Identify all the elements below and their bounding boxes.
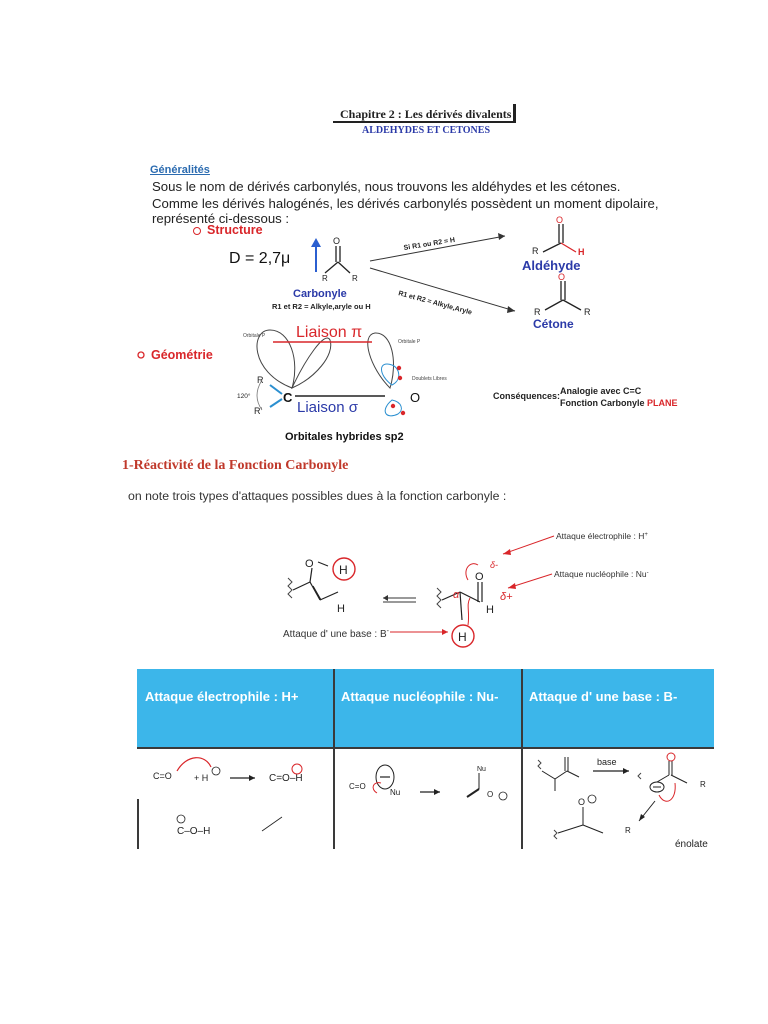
enolate-form-oxygen: O bbox=[578, 797, 586, 807]
charge-circle-icon bbox=[667, 753, 675, 761]
orbitale-p-left-label: Orbitale P bbox=[243, 333, 266, 339]
base-label: base bbox=[597, 757, 617, 767]
enol-bond-o bbox=[310, 568, 312, 582]
enol-bond bbox=[310, 582, 320, 600]
enolate-bond bbox=[657, 775, 669, 782]
enolate-form-bond bbox=[583, 825, 603, 833]
charge-circle-icon bbox=[212, 767, 220, 775]
cetone-bond-r1 bbox=[545, 300, 563, 310]
lone-pair-dot bbox=[397, 366, 401, 370]
structure-label: Structure bbox=[207, 223, 263, 237]
orbital-p-left-lobe-b bbox=[292, 338, 331, 388]
angle-label: 120° bbox=[237, 393, 251, 400]
keto-bond bbox=[460, 592, 462, 620]
charge-circle-icon bbox=[177, 815, 185, 823]
bond-r-top bbox=[270, 385, 282, 394]
attaque-electrophile-label: Attaque électrophile : H+ bbox=[556, 531, 648, 541]
reactant-carbonyl-2: C=O bbox=[349, 782, 366, 791]
curved-arrow bbox=[177, 758, 211, 771]
dipole-text: D = 2,7μ bbox=[229, 250, 291, 267]
carbonyle-note: R1 et R2 = Alkyle,aryle ou H bbox=[272, 302, 371, 311]
wavy-bond-icon bbox=[538, 760, 541, 769]
wavy-bond-icon bbox=[638, 773, 641, 779]
keto-oxygen: O bbox=[475, 571, 484, 583]
carbonyl-bond-right bbox=[338, 262, 350, 273]
lone-pair-dot bbox=[391, 404, 395, 408]
curved-arrow bbox=[373, 783, 381, 793]
wavy-bond-icon bbox=[554, 830, 557, 839]
equilibrium-arrowhead-icon bbox=[383, 595, 388, 601]
charge-circle-icon bbox=[499, 792, 507, 800]
lone-pair-dot bbox=[401, 411, 405, 415]
cetone-bond-r2 bbox=[563, 300, 581, 310]
structure-geometry-diagram bbox=[0, 0, 768, 460]
enolate-r: R bbox=[700, 780, 706, 789]
paragraph-line-3: représenté ci-dessous : bbox=[152, 211, 290, 226]
carbon-atom: C bbox=[283, 390, 293, 405]
r-bottom-label: R' bbox=[254, 406, 263, 416]
liaison-sigma-label: Liaison σ bbox=[297, 399, 358, 416]
lone-pair-dot bbox=[398, 376, 402, 380]
reactant-carbonyl-1: C=O bbox=[153, 771, 172, 781]
base-arrowhead-icon bbox=[442, 629, 448, 635]
table-header-base: Attaque d' une base : B- bbox=[523, 669, 714, 747]
section-1-title: 1-Réactivité de la Fonction Carbonyle bbox=[122, 458, 349, 473]
carbonyl-oxygen: O bbox=[333, 236, 341, 246]
keto-h: H bbox=[486, 604, 494, 616]
wavy-bond-icon bbox=[288, 578, 292, 598]
resonance-arrow bbox=[262, 817, 282, 831]
enol-bond-oh bbox=[318, 562, 328, 566]
product-nu-label: Nu bbox=[477, 766, 486, 773]
bond-r-bottom bbox=[270, 399, 282, 407]
hybrid-orbitals-label: Orbitales hybrides sp2 bbox=[285, 431, 404, 443]
product-oxygen: O bbox=[487, 790, 494, 799]
geometrie-label: Géométrie bbox=[151, 348, 213, 362]
enol-bond bbox=[293, 582, 310, 590]
arrow-top-label: Si R1 ou R2 = H bbox=[403, 236, 456, 252]
consequence-analogie: Analogie avec C=C bbox=[560, 386, 642, 396]
orbital-p-right-lobe bbox=[368, 333, 394, 388]
liaison-pi-label: Liaison π bbox=[296, 324, 363, 341]
charge-circle-icon bbox=[588, 795, 596, 803]
base-bond bbox=[555, 771, 567, 779]
aldehyde-bond-r bbox=[543, 243, 561, 252]
aldehyde-bond-h bbox=[561, 243, 576, 252]
attack-types-table bbox=[137, 669, 714, 849]
consequences-label: Conséquences: bbox=[493, 391, 561, 401]
cetone-oxygen: O bbox=[558, 272, 566, 282]
alpha-label: α bbox=[453, 589, 460, 601]
section-1-intro: on note trois types d'attaques possibles dues à la fonction carbonyle : bbox=[128, 489, 507, 503]
table-header-nucleophile: Attaque nucléophile : Nu- bbox=[335, 669, 521, 747]
plus-h-label: + H bbox=[194, 773, 209, 783]
aldehyde-r: R bbox=[532, 246, 539, 256]
nu-label: Nu bbox=[390, 788, 401, 797]
enolate-form-r: R bbox=[625, 826, 631, 835]
cetone-r2: R bbox=[584, 307, 591, 317]
product-carbocation: C–O–H bbox=[177, 826, 211, 837]
cetone-r1: R bbox=[534, 307, 541, 317]
delta-plus-label: δ+ bbox=[500, 591, 513, 603]
wavy-bond-icon bbox=[437, 588, 441, 608]
attaque-nucleophile-label: Attaque nucléophile : Nu- bbox=[554, 569, 649, 579]
nucleophile-arrowhead-icon bbox=[508, 583, 516, 589]
curved-arrow bbox=[468, 598, 470, 625]
arrow-bottom-label: R1 et R2 = Alkyle,Aryle bbox=[397, 290, 473, 317]
enol-oxygen: O bbox=[305, 558, 314, 570]
enol-h: H bbox=[339, 563, 348, 577]
keto-bond bbox=[460, 592, 480, 602]
paragraph-line-2: Comme les dérivés halogénés, les dérivés carbonylés possèdent un moment dipolaire, bbox=[152, 196, 659, 211]
table-header-electrophile: Attaque électrophile : H+ bbox=[137, 669, 333, 747]
paragraph-line-1: Sous le nom de dérivés carbonylés, nous trouvons les aldéhydes et les cétones. bbox=[152, 179, 621, 194]
oxygen-atom: O bbox=[410, 390, 421, 405]
electrophile-arrowhead-icon bbox=[503, 549, 511, 555]
reactivity-diagram bbox=[0, 510, 768, 670]
table-body-reactions bbox=[137, 749, 714, 849]
reaction-arrowhead-icon bbox=[249, 775, 255, 781]
reaction-arrowhead-icon bbox=[434, 789, 440, 795]
aldehyde-oxygen: O bbox=[556, 215, 564, 225]
section-title-generalites: Généralités bbox=[150, 164, 210, 176]
enol-bond bbox=[320, 592, 338, 600]
consequence-fonction: Fonction Carbonyle PLANE bbox=[560, 398, 678, 408]
alpha-h: H bbox=[458, 630, 467, 644]
arrowhead-cetone-icon bbox=[507, 306, 515, 313]
attaque-base-label: Attaque d' une base : B- bbox=[283, 628, 389, 640]
arrowhead-aldehyde-icon bbox=[498, 233, 505, 240]
cetone-label: Cétone bbox=[533, 317, 574, 331]
reaction-arrowhead-icon bbox=[623, 768, 629, 774]
curved-arrow bbox=[659, 783, 675, 801]
chapter-title: Chapitre 2 : Les dérivés divalents bbox=[340, 107, 512, 121]
aldehyde-label: Aldéhyde bbox=[522, 258, 581, 273]
circle-bullet-icon bbox=[138, 352, 144, 358]
enolate-label: énolate bbox=[675, 839, 708, 849]
base-bond bbox=[542, 771, 555, 779]
aldehyde-h: H bbox=[578, 247, 585, 257]
orbitale-p-right-label: Orbitale P bbox=[398, 339, 421, 345]
product-oxonium: C=O–H bbox=[269, 773, 303, 784]
doublets-libres-label: Doublets Libres bbox=[412, 376, 447, 382]
electrophile-arrow bbox=[503, 536, 554, 554]
r-top-label: R bbox=[257, 375, 264, 385]
carbonyle-label: Carbonyle bbox=[293, 288, 347, 300]
enol-h-bottom: H bbox=[337, 603, 345, 615]
carbonyl-bond-left bbox=[325, 262, 338, 273]
base-bond bbox=[567, 771, 579, 777]
delta-minus-label: δ- bbox=[490, 560, 498, 570]
chapter-subtitle: ALDEHYDES ET CETONES bbox=[362, 125, 491, 136]
enolate-form-double bbox=[558, 825, 583, 833]
dipole-arrowhead-icon bbox=[311, 238, 321, 247]
product-bond bbox=[467, 789, 479, 797]
enol-double-bond bbox=[313, 586, 321, 600]
carbonyl-r2: R bbox=[352, 274, 358, 283]
carbonyl-r1: R bbox=[322, 274, 328, 283]
enolate-bond bbox=[671, 775, 687, 783]
